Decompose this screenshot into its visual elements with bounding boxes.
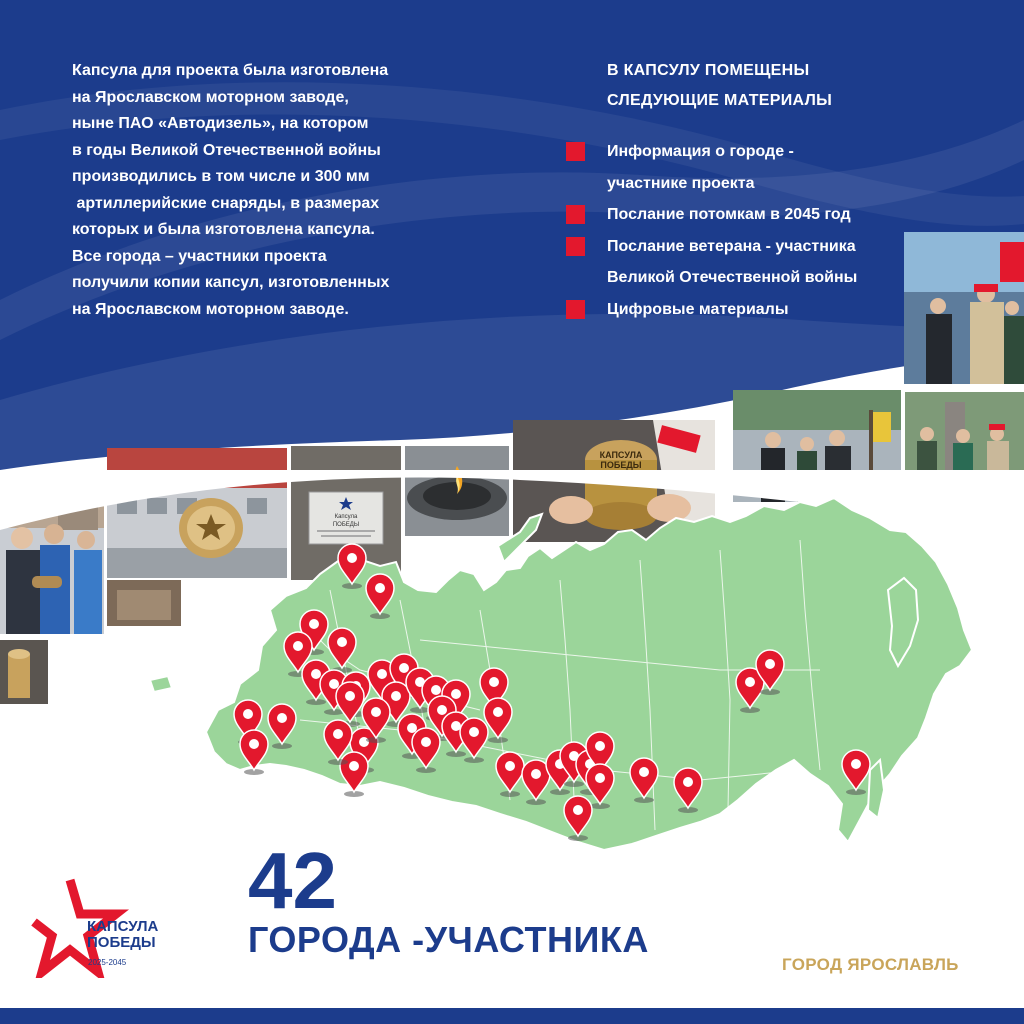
materials-item-line: Великой Отечественной войны	[607, 269, 858, 286]
materials-item-line: Цифровые материалы	[607, 300, 789, 318]
materials-title-line: В КАПСУЛУ ПОМЕЩЕНЫ	[607, 62, 810, 79]
kaliningrad	[150, 676, 172, 692]
materials-item-line: Послание ветерана - участника	[607, 237, 856, 255]
materials-item-line: Информация о городе -	[607, 143, 794, 160]
photo-youth-army	[904, 232, 1024, 384]
intro-paragraph	[72, 58, 472, 323]
capsule-text: КАПСУЛА	[599, 450, 643, 460]
materials-item-line: Послание потомкам в 2045 год	[607, 206, 851, 223]
logo-years: 2025-2045	[88, 958, 127, 967]
logo-line: КАПСУЛА	[87, 918, 159, 935]
materials-item	[566, 199, 857, 231]
capsule-text: ПОБЕДЫ	[600, 460, 642, 470]
materials-item-line: участнике проекта	[607, 174, 755, 192]
materials-item	[566, 231, 857, 294]
intro-line: Все города – участники проекта	[72, 247, 327, 265]
intro-line: ныне ПАО «Автодизель», на котором	[72, 115, 369, 132]
intro-line: артиллерийские снаряды, в размерах	[72, 194, 380, 212]
red-square-icon	[566, 300, 585, 319]
materials-item	[566, 294, 857, 326]
russia-map	[0, 470, 1024, 890]
intro-line: в годы Великой Отечественной войны	[72, 141, 381, 159]
materials-list	[566, 136, 857, 325]
city-name: ГОРОД ЯРОСЛАВЛЬ	[782, 955, 959, 974]
intro-line: на Ярославском моторном заводе.	[72, 300, 349, 318]
plaque-text: Капсула	[334, 514, 358, 520]
intro-line: Капсула для проекта была изготовлена	[72, 62, 389, 79]
bottom-bar	[0, 1008, 1024, 1024]
red-square-icon	[566, 237, 585, 256]
cities-count: 42	[248, 836, 337, 925]
intro-line: которых и была изготовлена капсула.	[72, 221, 375, 238]
red-square-icon	[566, 142, 585, 161]
red-square-icon	[566, 205, 585, 224]
cities-count-label: ГОРОДА -УЧАСТНИКА	[248, 919, 649, 960]
capsula-pobedy-logo	[30, 878, 180, 978]
logo-line: ПОБЕДЫ	[87, 934, 156, 951]
intro-line: получили копии капсул, изготовленных	[72, 274, 390, 291]
intro-line: на Ярославском моторном заводе,	[72, 88, 349, 106]
map-pin-icon	[340, 752, 368, 797]
plaque-text: ПОБЕДЫ	[332, 522, 360, 528]
materials-title	[607, 56, 832, 116]
materials-title-line: СЛЕДУЮЩИЕ МАТЕРИАЛЫ	[607, 92, 833, 109]
materials-item	[566, 136, 857, 199]
intro-line: производились в том числе и 300 мм	[72, 168, 370, 185]
sakhalin	[868, 760, 884, 818]
